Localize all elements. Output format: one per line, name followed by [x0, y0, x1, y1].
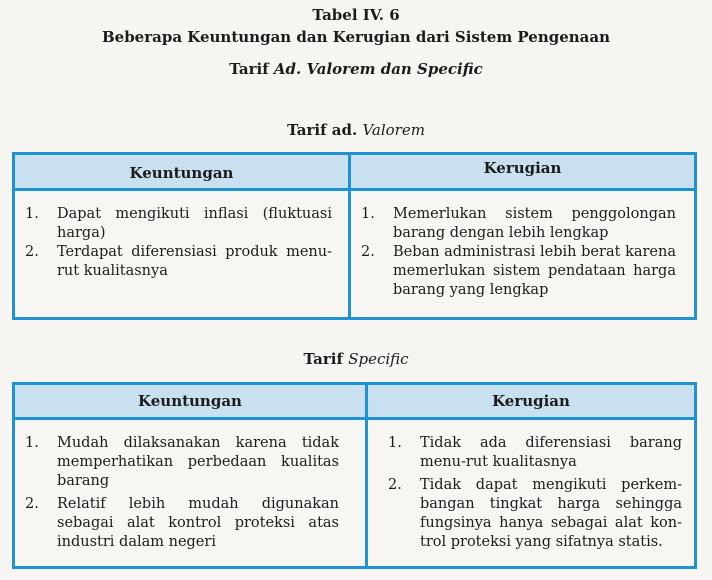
- header-keuntungan: Keuntungan: [15, 385, 368, 417]
- item-text: Dapat mengikuti inflasi (fluktuasi harga): [57, 206, 332, 241]
- specific-table: [12, 382, 697, 569]
- item-number: 2.: [25, 244, 39, 260]
- item-text: Tidak ada diferensiasi barang menu-rut kualitasnya: [420, 435, 682, 470]
- keuntungan-cell: [15, 420, 368, 566]
- keuntungan-cell: [15, 191, 351, 317]
- item-number: 2.: [361, 244, 375, 260]
- specific-title-italic: Specific: [348, 350, 409, 368]
- list-item: [351, 243, 676, 300]
- table-number: Tabel IV. 6: [312, 6, 400, 24]
- item-text: Mudah dilaksanakan karena tidak memperhatikan perbedaan kualitas barang: [57, 435, 339, 489]
- kerugian-cell: [351, 191, 694, 317]
- item-text: Relatif lebih mudah digunakan sebagai alat kontrol proteksi atas industri dalam negeri: [57, 496, 339, 550]
- list-item: [15, 205, 332, 243]
- item-number: 1.: [25, 435, 39, 451]
- list-item: [15, 434, 339, 491]
- item-text: Memerlukan sistem penggolongan barang dengan lebih lengkap: [393, 206, 676, 241]
- item-number: 1.: [25, 206, 39, 222]
- kerugian-cell: [368, 420, 694, 566]
- item-number: 2.: [25, 496, 39, 512]
- subcaption-italic: Ad. Valorem dan Specific: [273, 60, 483, 78]
- valorem-table: [12, 152, 697, 320]
- header-keuntungan: Keuntungan: [15, 155, 351, 188]
- list-item: [15, 243, 332, 281]
- valorem-title-prefix: Tarif ad.: [287, 121, 363, 139]
- item-text: Beban administrasi lebih berat karena memerlukan sistem pendataan harga barang yang lengkap: [393, 244, 676, 298]
- list-item: [15, 495, 339, 552]
- list-item: [351, 205, 676, 243]
- subcaption-prefix: Tarif: [229, 60, 274, 78]
- table-subcaption: [0, 60, 712, 78]
- header-kerugian: Kerugian: [492, 392, 570, 410]
- valorem-title: [0, 121, 712, 139]
- header-kerugian: Kerugian: [483, 159, 562, 177]
- list-item: [378, 476, 682, 552]
- table-caption: Beberapa Keuntungan dan Kerugian dari Sistem Pengenaan: [101, 28, 611, 46]
- list-item: [378, 434, 682, 472]
- valorem-title-italic: Valorem: [362, 121, 425, 139]
- item-text: Tidak dapat mengikuti perkem-bangan tingkat harga sehingga fungsinya hanya sebagai alat kon-trol proteksi yang sifatnya statis.: [420, 477, 682, 550]
- item-number: 2.: [388, 477, 402, 493]
- specific-title: [0, 350, 712, 368]
- item-number: 1.: [361, 206, 375, 222]
- item-text: Terdapat diferensiasi produk menu-rut kualitasnya: [57, 244, 332, 279]
- specific-title-prefix: Tarif: [303, 350, 349, 368]
- item-number: 1.: [388, 435, 402, 451]
